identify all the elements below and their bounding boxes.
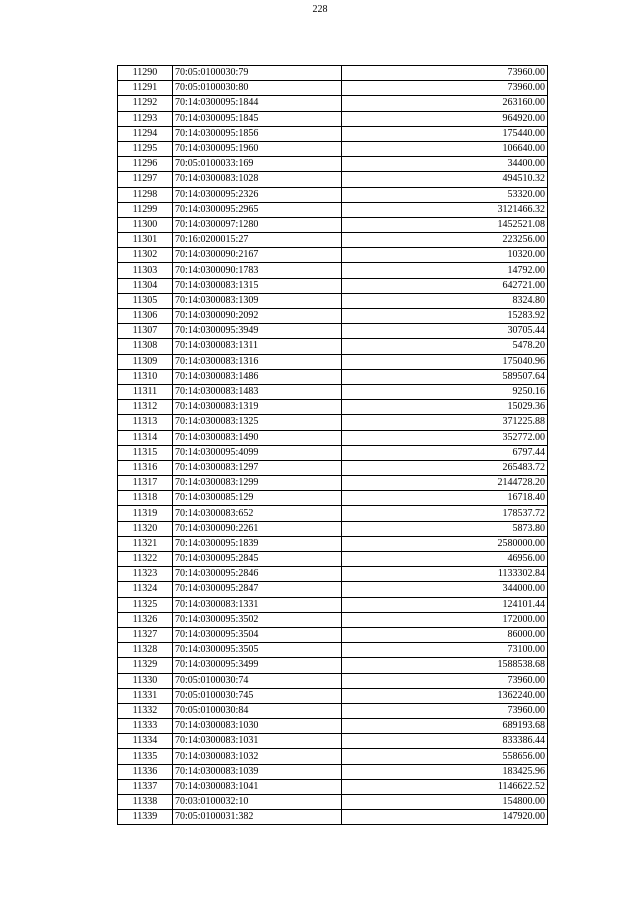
row-number-cell: 11318 — [118, 491, 173, 506]
value-cell: 73960.00 — [342, 703, 548, 718]
table-row — [118, 491, 548, 506]
table-row — [118, 415, 548, 430]
row-number-cell: 11332 — [118, 703, 173, 718]
cadastral-number-cell: 70:14:0300083:1031 — [173, 734, 342, 749]
row-number-cell: 11317 — [118, 476, 173, 491]
table-row — [118, 278, 548, 293]
value-cell: 73100.00 — [342, 643, 548, 658]
cadastral-number-cell: 70:14:0300083:1315 — [173, 278, 342, 293]
table-row — [118, 749, 548, 764]
row-number-cell: 11327 — [118, 627, 173, 642]
row-number-cell: 11330 — [118, 673, 173, 688]
cadastral-number-cell: 70:14:0300095:3505 — [173, 643, 342, 658]
value-cell: 106640.00 — [342, 141, 548, 156]
row-number-cell: 11295 — [118, 141, 173, 156]
value-cell: 73960.00 — [342, 66, 548, 81]
table-row — [118, 96, 548, 111]
table-row — [118, 157, 548, 172]
table-row — [118, 476, 548, 491]
cadastral-number-cell: 70:14:0300097:1280 — [173, 217, 342, 232]
cadastral-number-cell: 70:14:0300095:1839 — [173, 536, 342, 551]
cadastral-number-cell: 70:14:0300090:2261 — [173, 521, 342, 536]
cadastral-number-cell: 70:14:0300085:129 — [173, 491, 342, 506]
cadastral-number-cell: 70:03:0100032:10 — [173, 795, 342, 810]
cadastral-value-table — [117, 65, 548, 825]
value-cell: 1588538.68 — [342, 658, 548, 673]
value-cell: 46956.00 — [342, 552, 548, 567]
row-number-cell: 11290 — [118, 66, 173, 81]
cadastral-number-cell: 70:14:0300083:1030 — [173, 719, 342, 734]
row-number-cell: 11338 — [118, 795, 173, 810]
cadastral-number-cell: 70:16:0200015:27 — [173, 233, 342, 248]
table-row — [118, 521, 548, 536]
row-number-cell: 11309 — [118, 354, 173, 369]
table-row — [118, 506, 548, 521]
value-cell: 1146622.52 — [342, 779, 548, 794]
row-number-cell: 11291 — [118, 81, 173, 96]
cadastral-number-cell: 70:14:0300083:1486 — [173, 369, 342, 384]
table-row — [118, 536, 548, 551]
table-row — [118, 460, 548, 475]
cadastral-number-cell: 70:14:0300095:2965 — [173, 202, 342, 217]
row-number-cell: 11316 — [118, 460, 173, 475]
row-number-cell: 11301 — [118, 233, 173, 248]
table-row — [118, 673, 548, 688]
table-row — [118, 719, 548, 734]
row-number-cell: 11319 — [118, 506, 173, 521]
row-number-cell: 11297 — [118, 172, 173, 187]
cadastral-number-cell: 70:14:0300095:1960 — [173, 141, 342, 156]
value-cell: 642721.00 — [342, 278, 548, 293]
row-number-cell: 11300 — [118, 217, 173, 232]
value-cell: 494510.32 — [342, 172, 548, 187]
cadastral-number-cell: 70:14:0300095:2847 — [173, 582, 342, 597]
cadastral-number-cell: 70:14:0300083:1309 — [173, 293, 342, 308]
cadastral-number-cell: 70:14:0300083:1297 — [173, 460, 342, 475]
value-cell: 178537.72 — [342, 506, 548, 521]
cadastral-number-cell: 70:14:0300090:2167 — [173, 248, 342, 263]
row-number-cell: 11314 — [118, 430, 173, 445]
cadastral-number-cell: 70:14:0300095:1844 — [173, 96, 342, 111]
table-row — [118, 810, 548, 825]
row-number-cell: 11331 — [118, 688, 173, 703]
value-cell: 147920.00 — [342, 810, 548, 825]
row-number-cell: 11326 — [118, 612, 173, 627]
cadastral-number-cell: 70:14:0300083:1039 — [173, 764, 342, 779]
cadastral-number-cell: 70:05:0100030:745 — [173, 688, 342, 703]
row-number-cell: 11311 — [118, 384, 173, 399]
page-number: 228 — [312, 4, 328, 15]
row-number-cell: 11312 — [118, 400, 173, 415]
table-row — [118, 324, 548, 339]
row-number-cell: 11303 — [118, 263, 173, 278]
cadastral-number-cell: 70:14:0300095:3949 — [173, 324, 342, 339]
table-row — [118, 597, 548, 612]
value-cell: 5478.20 — [342, 339, 548, 354]
cadastral-number-cell: 70:14:0300095:3504 — [173, 627, 342, 642]
cadastral-number-cell: 70:14:0300095:1856 — [173, 126, 342, 141]
value-cell: 15283.92 — [342, 309, 548, 324]
row-number-cell: 11329 — [118, 658, 173, 673]
row-number-cell: 11335 — [118, 749, 173, 764]
row-number-cell: 11296 — [118, 157, 173, 172]
cadastral-number-cell: 70:14:0300083:1299 — [173, 476, 342, 491]
row-number-cell: 11320 — [118, 521, 173, 536]
table-row — [118, 202, 548, 217]
value-cell: 265483.72 — [342, 460, 548, 475]
value-cell: 8324.80 — [342, 293, 548, 308]
table-row — [118, 248, 548, 263]
value-cell: 833386.44 — [342, 734, 548, 749]
row-number-cell: 11336 — [118, 764, 173, 779]
table-row — [118, 126, 548, 141]
value-cell: 10320.00 — [342, 248, 548, 263]
cadastral-number-cell: 70:14:0300083:1490 — [173, 430, 342, 445]
row-number-cell: 11321 — [118, 536, 173, 551]
row-number-cell: 11322 — [118, 552, 173, 567]
row-number-cell: 11294 — [118, 126, 173, 141]
cadastral-number-cell: 70:14:0300083:1483 — [173, 384, 342, 399]
value-cell: 15029.36 — [342, 400, 548, 415]
row-number-cell: 11315 — [118, 445, 173, 460]
row-number-cell: 11302 — [118, 248, 173, 263]
table-row — [118, 552, 548, 567]
cadastral-number-cell: 70:14:0300083:1028 — [173, 172, 342, 187]
row-number-cell: 11298 — [118, 187, 173, 202]
row-number-cell: 11328 — [118, 643, 173, 658]
table-row — [118, 430, 548, 445]
row-number-cell: 11292 — [118, 96, 173, 111]
value-cell: 344000.00 — [342, 582, 548, 597]
cadastral-number-cell: 70:05:0100030:80 — [173, 81, 342, 96]
value-cell: 352772.00 — [342, 430, 548, 445]
cadastral-number-cell: 70:14:0300083:1325 — [173, 415, 342, 430]
cadastral-number-cell: 70:14:0300090:1783 — [173, 263, 342, 278]
table-row — [118, 582, 548, 597]
cadastral-number-cell: 70:05:0100031:382 — [173, 810, 342, 825]
cadastral-number-cell: 70:05:0100030:79 — [173, 66, 342, 81]
value-cell: 689193.68 — [342, 719, 548, 734]
table-row — [118, 643, 548, 658]
value-cell: 172000.00 — [342, 612, 548, 627]
cadastral-number-cell: 70:14:0300083:1311 — [173, 339, 342, 354]
value-cell: 5873.80 — [342, 521, 548, 536]
value-cell: 263160.00 — [342, 96, 548, 111]
value-cell: 9250.16 — [342, 384, 548, 399]
cadastral-number-cell: 70:05:0100030:74 — [173, 673, 342, 688]
row-number-cell: 11324 — [118, 582, 173, 597]
row-number-cell: 11334 — [118, 734, 173, 749]
table-row — [118, 172, 548, 187]
table-row — [118, 445, 548, 460]
table-row — [118, 658, 548, 673]
value-cell: 6797.44 — [342, 445, 548, 460]
row-number-cell: 11304 — [118, 278, 173, 293]
value-cell: 558656.00 — [342, 749, 548, 764]
value-cell: 2580000.00 — [342, 536, 548, 551]
table-row — [118, 567, 548, 582]
table-row — [118, 81, 548, 96]
row-number-cell: 11310 — [118, 369, 173, 384]
row-number-cell: 11339 — [118, 810, 173, 825]
value-cell: 2144728.20 — [342, 476, 548, 491]
table-row — [118, 369, 548, 384]
value-cell: 223256.00 — [342, 233, 548, 248]
table-row — [118, 734, 548, 749]
cadastral-number-cell: 70:14:0300095:2845 — [173, 552, 342, 567]
table-row — [118, 293, 548, 308]
value-cell: 30705.44 — [342, 324, 548, 339]
cadastral-number-cell: 70:14:0300083:1331 — [173, 597, 342, 612]
table-row — [118, 309, 548, 324]
cadastral-number-cell: 70:14:0300083:1032 — [173, 749, 342, 764]
value-cell: 1362240.00 — [342, 688, 548, 703]
table-row — [118, 66, 548, 81]
table-row — [118, 627, 548, 642]
value-cell: 371225.88 — [342, 415, 548, 430]
table-row — [118, 263, 548, 278]
cadastral-number-cell: 70:14:0300095:2846 — [173, 567, 342, 582]
table-row — [118, 764, 548, 779]
value-cell: 183425.96 — [342, 764, 548, 779]
value-cell: 1452521.08 — [342, 217, 548, 232]
cadastral-number-cell: 70:14:0300095:3502 — [173, 612, 342, 627]
cadastral-number-cell: 70:05:0100033:169 — [173, 157, 342, 172]
cadastral-number-cell: 70:14:0300095:3499 — [173, 658, 342, 673]
value-cell: 154800.00 — [342, 795, 548, 810]
cadastral-number-cell: 70:14:0300090:2092 — [173, 309, 342, 324]
value-cell: 124101.44 — [342, 597, 548, 612]
cadastral-number-cell: 70:14:0300083:1316 — [173, 354, 342, 369]
row-number-cell: 11299 — [118, 202, 173, 217]
table-row — [118, 703, 548, 718]
row-number-cell: 11308 — [118, 339, 173, 354]
value-cell: 1133302.84 — [342, 567, 548, 582]
row-number-cell: 11323 — [118, 567, 173, 582]
value-cell: 589507.64 — [342, 369, 548, 384]
table-row — [118, 795, 548, 810]
table-row — [118, 384, 548, 399]
table-row — [118, 217, 548, 232]
cadastral-number-cell: 70:05:0100030:84 — [173, 703, 342, 718]
row-number-cell: 11313 — [118, 415, 173, 430]
row-number-cell: 11306 — [118, 309, 173, 324]
row-number-cell: 11337 — [118, 779, 173, 794]
cadastral-number-cell: 70:14:0300083:1041 — [173, 779, 342, 794]
value-cell: 34400.00 — [342, 157, 548, 172]
row-number-cell: 11293 — [118, 111, 173, 126]
table-row — [118, 111, 548, 126]
value-cell: 3121466.32 — [342, 202, 548, 217]
value-cell: 86000.00 — [342, 627, 548, 642]
row-number-cell: 11325 — [118, 597, 173, 612]
table-row — [118, 400, 548, 415]
table-row — [118, 354, 548, 369]
value-cell: 175040.96 — [342, 354, 548, 369]
cadastral-number-cell: 70:14:0300095:4099 — [173, 445, 342, 460]
value-cell: 16718.40 — [342, 491, 548, 506]
table-row — [118, 339, 548, 354]
cadastral-number-cell: 70:14:0300083:1319 — [173, 400, 342, 415]
table-body — [118, 66, 548, 825]
cadastral-number-cell: 70:14:0300095:1845 — [173, 111, 342, 126]
table-row — [118, 187, 548, 202]
table-row — [118, 233, 548, 248]
value-cell: 964920.00 — [342, 111, 548, 126]
cadastral-number-cell: 70:14:0300083:652 — [173, 506, 342, 521]
row-number-cell: 11307 — [118, 324, 173, 339]
table-row — [118, 688, 548, 703]
table-row — [118, 141, 548, 156]
table-row — [118, 779, 548, 794]
value-cell: 175440.00 — [342, 126, 548, 141]
table-row — [118, 612, 548, 627]
row-number-cell: 11333 — [118, 719, 173, 734]
value-cell: 53320.00 — [342, 187, 548, 202]
cadastral-number-cell: 70:14:0300095:2326 — [173, 187, 342, 202]
value-cell: 73960.00 — [342, 81, 548, 96]
row-number-cell: 11305 — [118, 293, 173, 308]
value-cell: 73960.00 — [342, 673, 548, 688]
value-cell: 14792.00 — [342, 263, 548, 278]
